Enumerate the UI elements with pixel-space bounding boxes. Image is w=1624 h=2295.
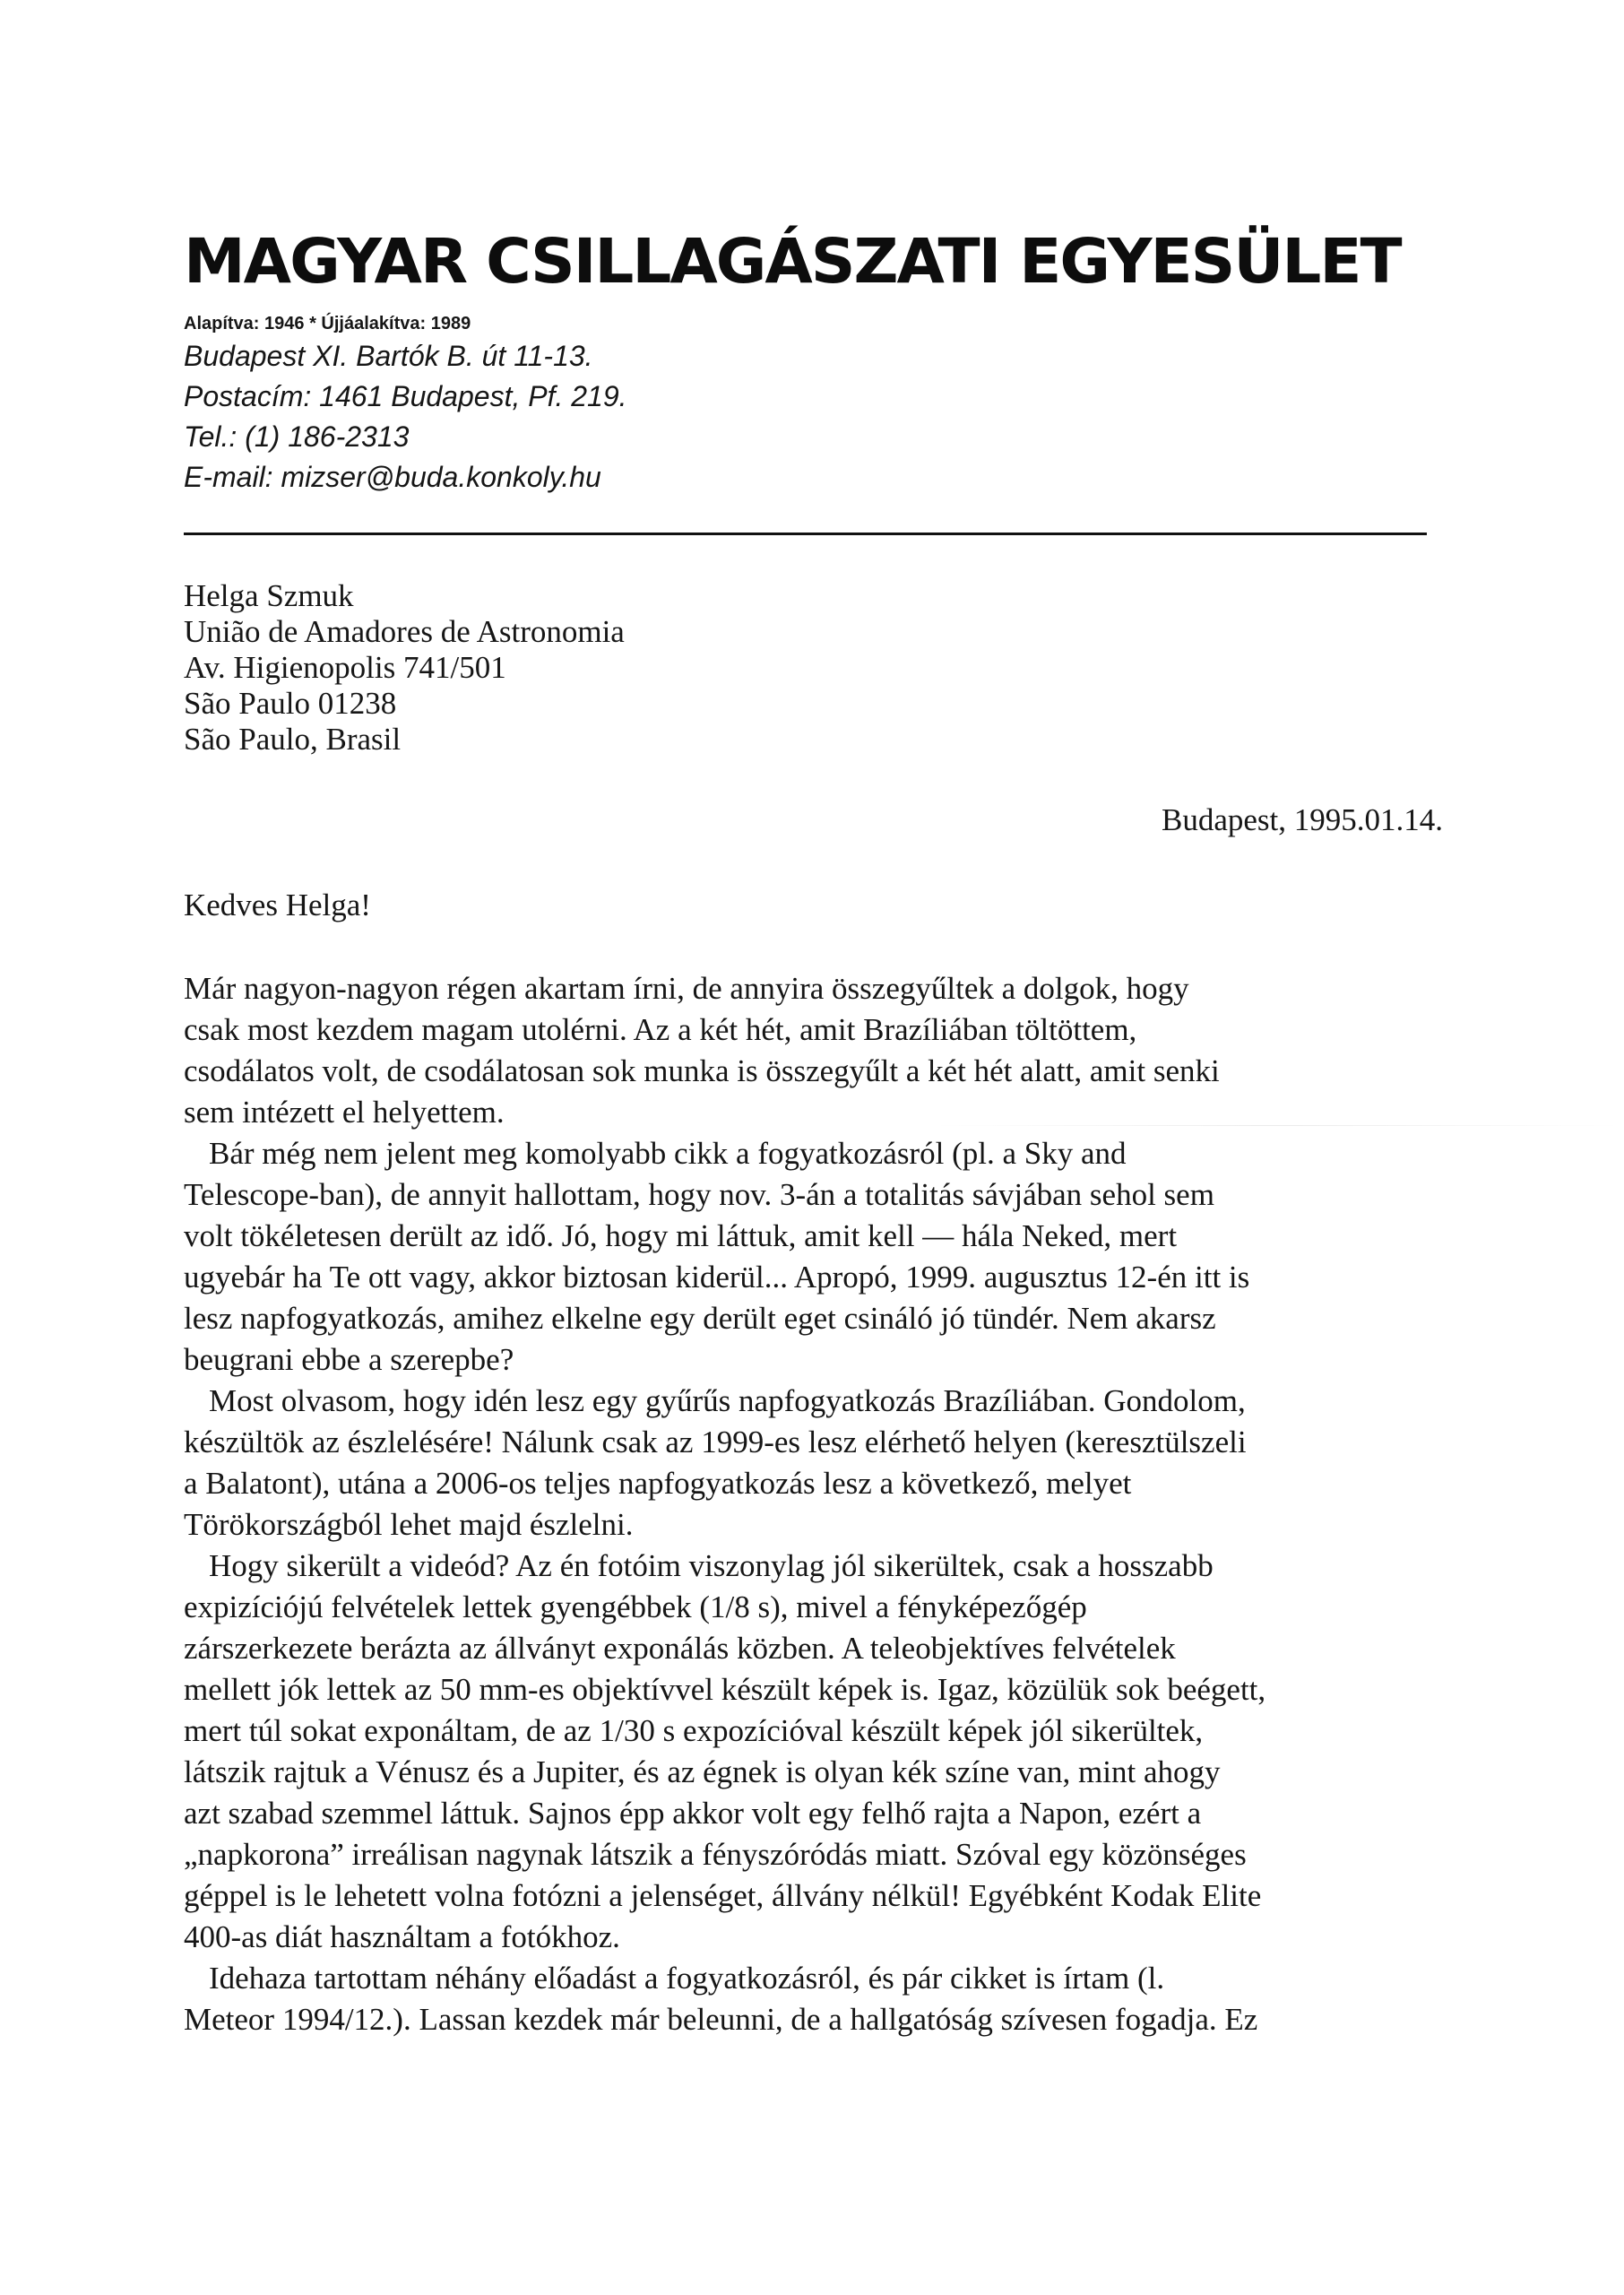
body-line: Hogy sikerült a videód? Az én fotóim viszonylag jól sikerültek, csak a hosszabb — [209, 1548, 1214, 1583]
body-line: Törökországból lehet majd észlelni. — [184, 1507, 634, 1542]
body-line: csak most kezdem magam utolérni. Az a két hét, amit Brazíliában töltöttem, — [184, 1012, 1137, 1047]
body-line: látszik rajtuk a Vénusz és a Jupiter, és az égnek is olyan kék színe van, mint ahogy — [184, 1754, 1221, 1789]
letterhead — [184, 226, 1438, 498]
body-line: Most olvasom, hogy idén lesz egy gyűrűs napfogyatkozás Brazíliában. Gondolom, — [209, 1383, 1246, 1418]
recipient-city-country: São Paulo, Brasil — [184, 722, 402, 757]
body-line: expizíciójú felvételek lettek gyengébbek (1/8 s), mivel a fényképezőgép — [184, 1589, 1087, 1624]
body-line: zárszerkezete berázta az állványt exponálás közben. A teleobjektíves felvételek — [184, 1631, 1176, 1666]
email-line: E-mail: mizser@buda.konkoly.hu — [184, 461, 601, 493]
recipient-name: Helga Szmuk — [184, 578, 354, 613]
body-line: Bár még nem jelent meg komolyabb cikk a fogyatkozásról (pl. a Sky and — [209, 1136, 1127, 1171]
body-line: Már nagyon-nagyon régen akartam írni, de annyira összegyűltek a dolgok, hogy — [184, 971, 1189, 1006]
dateline: Budapest, 1995.01.14. — [1162, 802, 1444, 837]
body-line: beugrani ebbe a szerepbe? — [184, 1342, 514, 1377]
body-line: ugyebár ha Te ott vagy, akkor biztosan kiderül... Apropó, 1999. augusztus 12-én itt is — [184, 1260, 1250, 1295]
recipient-address — [184, 578, 625, 758]
body-line: sem intézett el helyettem. — [184, 1095, 505, 1130]
salutation: Kedves Helga! — [184, 888, 371, 922]
body-line: Meteor 1994/12.). Lassan kezdek már beleunni, de a hallgatóság szívesen fogadja. Ez — [184, 2002, 1258, 2037]
phone-line: Tel.: (1) 186-2313 — [184, 420, 410, 453]
body-line: Idehaza tartottam néhány előadást a fogyatkozásról, és pár cikket is írtam (l. — [209, 1961, 1165, 1996]
body-line: lesz napfogyatkozás, amihez elkelne egy derült eget csináló jó tündér. Nem akarsz — [184, 1301, 1216, 1336]
body-line: 400-as diát használtam a fotókhoz. — [184, 1919, 620, 1954]
body-line: a Balatont), utána a 2006-os teljes napfogyatkozás lesz a következő, melyet — [184, 1466, 1132, 1501]
letter-body — [184, 968, 1438, 2040]
address-line: Budapest XI. Bartók B. út 11-13. — [184, 340, 593, 372]
contact-block — [184, 336, 1438, 498]
body-line: azt szabad szemmel láttuk. Sajnos épp akkor volt egy felhő rajta a Napon, ezért a — [184, 1796, 1202, 1831]
founded-line: Alapítva: 1946 * Újjáalakítva: 1989 — [184, 314, 471, 333]
body-line: készültök az észlelésére! Nálunk csak az 1999-es lesz elérhető helyen (keresztülszeli — [184, 1425, 1247, 1459]
body-line: Telescope-ban), de annyit hallottam, hogy nov. 3-án a totalitás sávjában sehol sem — [184, 1177, 1214, 1212]
body-line: mert túl sokat exponáltam, de az 1/30 s expozícióval készült képek jól sikerültek, — [184, 1713, 1204, 1748]
letterhead-divider — [184, 533, 1427, 535]
recipient-organization: União de Amadores de Astronomia — [184, 614, 625, 649]
body-line: csodálatos volt, de csodálatosan sok munka is összegyűlt a két hét alatt, amit senki — [184, 1053, 1220, 1088]
organization-name: MAGYAR CSILLAGÁSZATI EGYESÜLET — [184, 226, 1401, 298]
body-line: volt tökéletesen derült az idő. Jó, hogy mi láttuk, amit kell — hála Neked, mert — [184, 1218, 1178, 1253]
body-line: géppel is le lehetett volna fotózni a jelenséget, állvány nélkül! Egyébként Kodak Elite — [184, 1878, 1262, 1913]
body-line: mellett jók lettek az 50 mm-es objektívvel készült képek is. Igaz, közülük sok beégett, — [184, 1672, 1266, 1707]
recipient-city-zip: São Paulo 01238 — [184, 686, 397, 721]
body-line: „napkorona” irreálisan nagynak látszik a fényszóródás miatt. Szóval egy közönséges — [184, 1837, 1247, 1872]
recipient-street: Av. Higienopolis 741/501 — [184, 650, 506, 685]
postal-line: Postacím: 1461 Budapest, Pf. 219. — [184, 380, 627, 412]
